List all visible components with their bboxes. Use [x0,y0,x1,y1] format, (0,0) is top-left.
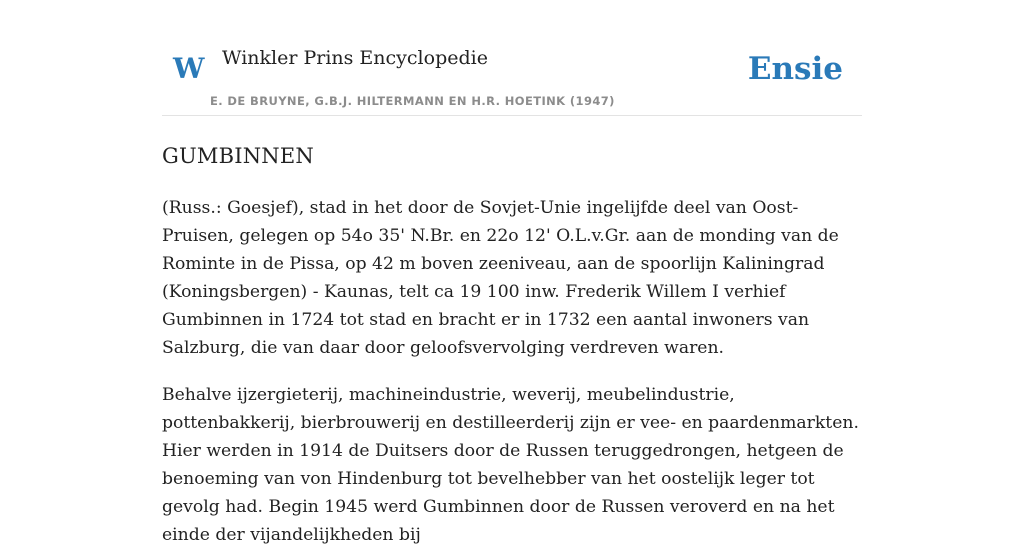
publication-title-link[interactable]: Winkler Prins Encyclopedie [222,47,488,69]
publication-header [162,0,862,116]
publication-authors: E. DE BRUYNE, G.B.J. HILTERMANN EN H.R. HOETINK (1947) [210,94,615,108]
ensie-brand-logo[interactable]: Ensie [747,51,843,87]
article-paragraph: (Russ.: Goesjef), stad in het door de Sovjet-Unie ingelijfde deel van Oost-Pruisen, gelegen op 54o 35' N.Br. en 22o 12' O.L.v.Gr. aan de monding van de Rominte in de Pissa, op 42 m boven zeeniveau, aan de spoorlijn Kaliningrad (Koningsbergen) - Kaunas, telt ca 19 100 inw. Frederik Willem I verhief Gumbinnen in 1724 tot stad en bracht er in 1732 een aantal inwoners van Salzburg, die van daar door geloofsvervolging verdreven waren. [162,198,839,358]
article-body [162,194,862,549]
publication-logo[interactable]: W [173,52,205,85]
page [162,0,862,549]
article-paragraph: Behalve ijzergieterij, machineindustrie, weverij, meubelindustrie, pottenbakkerij, bierbrouwerij en destilleerderij zijn er vee- en paardenmarkten. Hier werden in 1914 de Duitsers door de Russen teruggedrongen, hetgeen de benoeming van von Hindenburg tot bevelhebber van het oostelijk leger tot gevolg had. Begin 1945 werd Gumbinnen door de Russen veroverd en na het einde der vijandelijkheden bij [162,385,859,545]
article-title: GUMBINNEN [162,144,314,168]
